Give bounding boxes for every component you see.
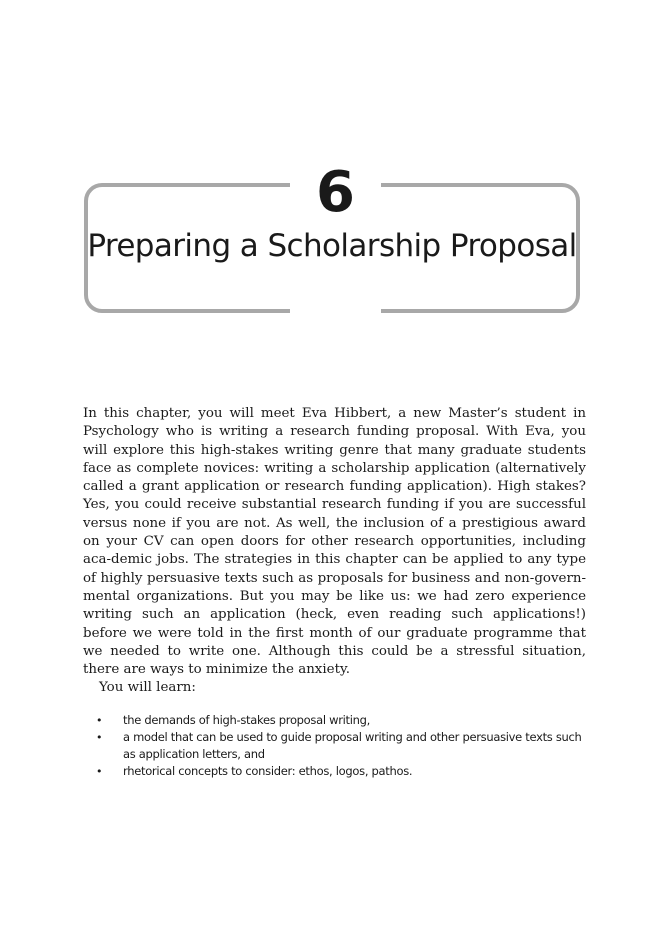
list-item bbox=[83, 712, 586, 729]
list-item-text: rhetorical concepts to consider: ethos, logos, pathos. bbox=[123, 764, 413, 778]
bullet-icon: • bbox=[96, 714, 103, 727]
chapter-introduction bbox=[83, 405, 586, 698]
chapter-number: 6 bbox=[316, 160, 355, 225]
list-item bbox=[83, 729, 586, 763]
frame-gap-bottom bbox=[290, 306, 381, 320]
list-item-text: the demands of high-stakes proposal writing, bbox=[123, 713, 370, 727]
learning-objectives-list bbox=[83, 712, 586, 780]
chapter-title: Preparing a Scholarship Proposal bbox=[87, 228, 577, 264]
intro-paragraph: In this chapter, you will meet Eva Hibbert, a new Master’s student in Psychology who is writing a research funding proposal. With Eva, you will explore this high-stakes writing genre that many graduate students face as complete novices: writing a scholarship application (alternatively called a grant application or research funding application). High stakes? Yes, you could receive substantial research funding if you are successful versus none if you are not. As well, the inclusion of a prestigious award on your CV can open doors for other research opportunities, including aca-demic jobs. The strategies in this chapter can be applied to any type of highly persuasive texts such as proposals for business and non-govern-mental organizations. But you may be like us: we had zero experience writing such an application (heck, even reading such applications!) before we were told in the first month of our graduate programme that we needed to write one. Although this could be a stressful situation, there are ways to minimize the anxiety. bbox=[83, 406, 586, 678]
bullet-icon: • bbox=[96, 765, 103, 778]
list-item-text: a model that can be used to guide proposal writing and other persuasive texts such as application letters, and bbox=[123, 730, 582, 761]
bullet-icon: • bbox=[96, 731, 103, 744]
learning-lead-in: You will learn: bbox=[99, 680, 196, 696]
list-item bbox=[83, 763, 586, 780]
